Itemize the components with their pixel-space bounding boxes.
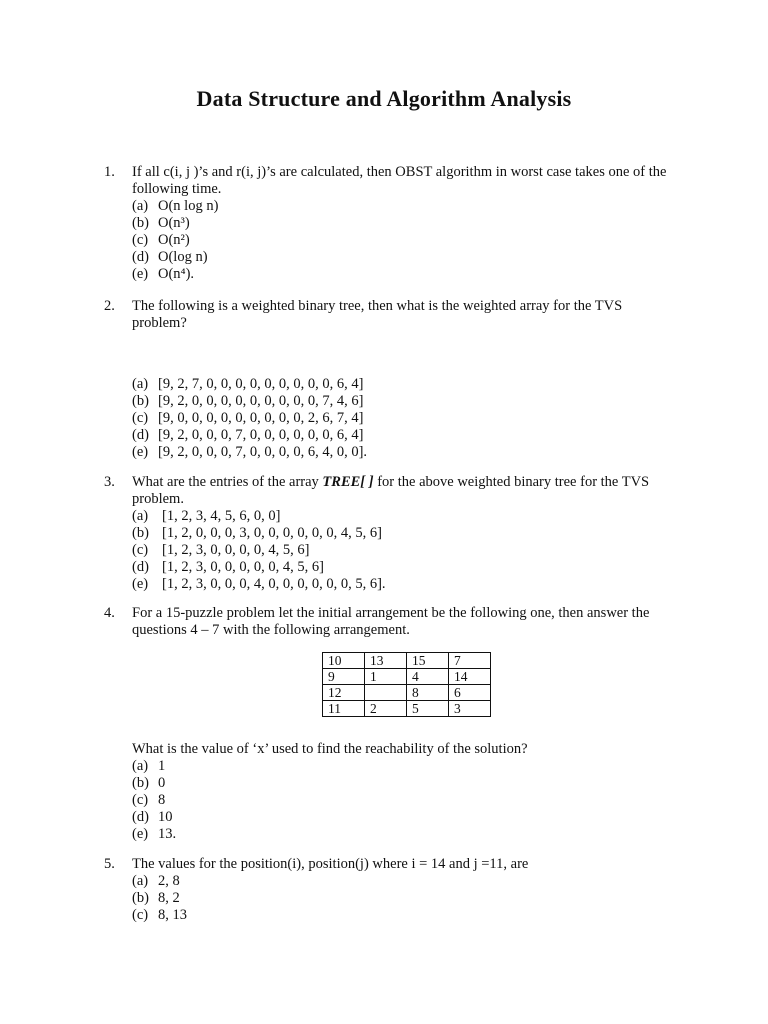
question-text: What are the entries of the array TREE[ ] for the above weighted binary tree for the TVS problem. (132, 474, 650, 507)
puzzle-row (323, 669, 491, 685)
question-text: If all c(i, j )’s and r(i, j)’s are calculated, then OBST algorithm in worst case takes one of the following time. (132, 164, 667, 197)
option: (a) [1, 2, 3, 4, 5, 6, 0, 0] (132, 508, 281, 524)
puzzle-cell-blank (365, 685, 407, 701)
question-number: 1. (104, 164, 115, 180)
puzzle-cell: 5 (407, 701, 449, 717)
subquestion-text: What is the value of ‘x’ used to find the reachability of the solution? (132, 741, 528, 757)
option: (a) [9, 2, 7, 0, 0, 0, 0, 0, 0, 0, 0, 0, 6, 4] (132, 376, 364, 392)
option: (e) 13. (132, 826, 177, 842)
puzzle-cell: 2 (365, 701, 407, 717)
puzzle-row (323, 701, 491, 717)
option: (c) [9, 0, 0, 0, 0, 0, 0, 0, 0, 0, 2, 6, 7, 4] (132, 410, 364, 426)
question-text: The values for the position(i), position(j) where i = 14 and j =11, are (132, 856, 529, 872)
option: (e) O(n⁴). (132, 266, 195, 282)
puzzle-cell: 11 (323, 701, 365, 717)
options-list (132, 758, 176, 843)
options-list (132, 198, 218, 283)
puzzle-cell: 13 (365, 653, 407, 669)
option: (a) O(n log n) (132, 198, 219, 214)
puzzle-cell: 3 (449, 701, 491, 717)
option: (a) 1 (132, 758, 166, 774)
puzzle-cell: 8 (407, 685, 449, 701)
question-text: The following is a weighted binary tree, then what is the weighted array for the TVS problem? (132, 298, 623, 331)
puzzle-cell: 9 (323, 669, 365, 685)
options-list (132, 376, 367, 461)
option: (c) O(n²) (132, 232, 190, 248)
puzzle-cell: 1 (365, 669, 407, 685)
puzzle-cell: 6 (449, 685, 491, 701)
option: (d) 10 (132, 809, 173, 825)
puzzle-cell: 15 (407, 653, 449, 669)
question-number: 2. (104, 298, 115, 314)
puzzle-cell: 7 (449, 653, 491, 669)
option: (b) O(n³) (132, 215, 190, 231)
options-list (132, 508, 386, 593)
option: (b) [9, 2, 0, 0, 0, 0, 0, 0, 0, 0, 0, 7, 4, 6] (132, 393, 364, 409)
option: (c) 8 (132, 792, 166, 808)
puzzle-row (323, 653, 491, 669)
option: (a) 2, 8 (132, 873, 180, 889)
options-list (132, 873, 187, 924)
puzzle-row (323, 685, 491, 701)
option: (d) O(log n) (132, 249, 208, 265)
option: (d) [9, 2, 0, 0, 0, 7, 0, 0, 0, 0, 0, 0, 6, 4] (132, 427, 364, 443)
option: (b) 8, 2 (132, 890, 180, 906)
puzzle-cell: 12 (323, 685, 365, 701)
question-number: 5. (104, 856, 115, 872)
question-number: 3. (104, 474, 115, 490)
page-title: Data Structure and Algorithm Analysis (196, 86, 572, 111)
option: (c) [1, 2, 3, 0, 0, 0, 0, 4, 5, 6] (132, 542, 310, 558)
array-name: TREE[ ] (322, 474, 374, 490)
option: (b) 0 (132, 775, 166, 791)
option: (c) 8, 13 (132, 907, 187, 923)
option: (d) [1, 2, 3, 0, 0, 0, 0, 0, 4, 5, 6] (132, 559, 324, 575)
question-number: 4. (104, 605, 115, 621)
option: (e) [9, 2, 0, 0, 0, 7, 0, 0, 0, 0, 6, 4, 0, 0]. (132, 444, 368, 460)
option: (e) [1, 2, 3, 0, 0, 0, 4, 0, 0, 0, 0, 0, 0, 5, 6]. (132, 576, 386, 592)
puzzle-cell: 14 (449, 669, 491, 685)
option: (b) [1, 2, 0, 0, 0, 3, 0, 0, 0, 0, 0, 0, 4, 5, 6] (132, 525, 382, 541)
question-text: For a 15-puzzle problem let the initial arrangement be the following one, then answer the questions 4 – 7 with the following arrangement. (132, 605, 650, 638)
puzzle-grid (322, 652, 491, 717)
puzzle-cell: 4 (407, 669, 449, 685)
puzzle-cell: 10 (323, 653, 365, 669)
